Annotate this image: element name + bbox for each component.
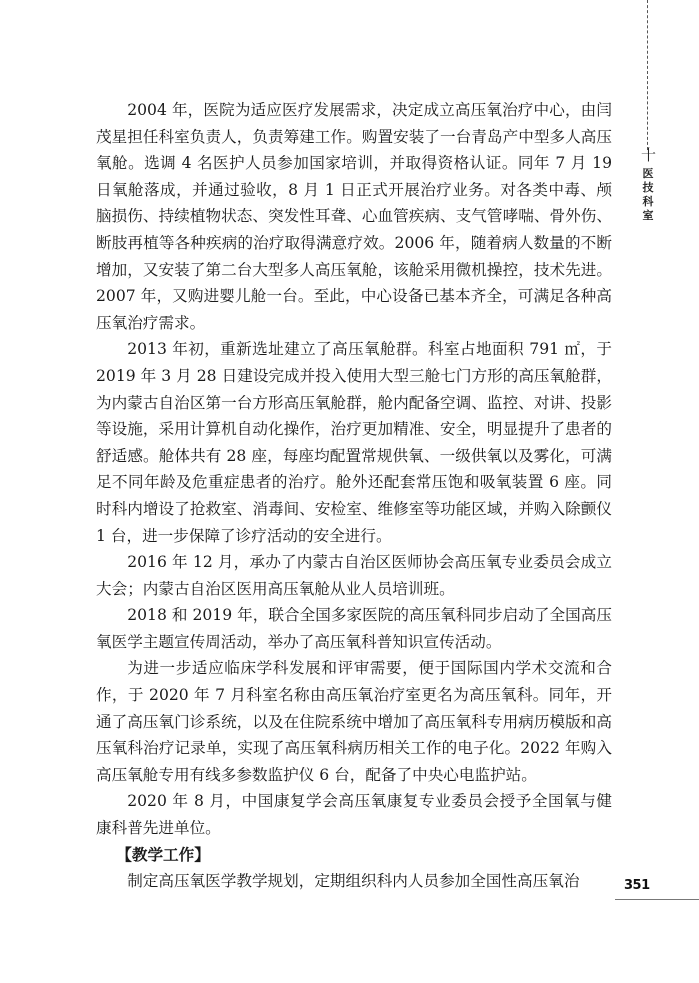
section-heading-teaching: 【教学工作】 [116,845,210,864]
paragraph-6: 2020 年 8 月，中国康复学会高压氧康复专业委员会授予全国氧与健康科普先进单位。 [96,792,612,838]
paragraph-1: 2004 年，医院为适应医疗发展需求，决定成立高压氧治疗中心，由闫茂星担任科室负责人，负责筹建工作。购置安装了一台青岛产中型多人高压氧舱。选调 4 名医护人员参加国家培训，并取得资格认证。同年 7 月 19 日氧舱落成，并通过验收，8 月 1 日正式开展治疗业务。对各类中毒、颅脑损伤、持续植物状态、突发性耳聋、心血管疾病、支气管哮喘、骨外伤、断肢再植等各种疾病的治疗取得满意疗效。2006 年，随着病人数量的不断增加，又安装了第二台大型多人高压氧舱，该舱采用微机操控，技术先进。2007 年，又购进婴儿舱一台。至此，中心设备已基本齐全，可满足各种高压氧治疗需求。 [96,101,612,332]
paragraph-4: 2018 和 2019 年，联合全国多家医院的高压氧科同步启动了全国高压氧医学主题宣传周活动，举办了高压氧科普知识宣传活动。 [96,606,612,651]
side-dashed-rule [647,0,648,150]
page-number-rule [615,899,699,900]
side-chapter-marker: 十 [641,146,657,164]
paragraph-2: 2013 年初，重新选址建立了高压氧舱群。科室占地面积 791 ㎡，于 2019 年 3 月 28 日建设完成并投入使用大型三舱七门方形的高压氧舱群，为内蒙古自治区第一台方形高压氧舱群，舱内配备空调、监控、对讲、投影等设施，采用计算机自动化操作，治疗更加精准、安全，明显提升了患者的舒适感。舱体共有 28 座，每座均配置常规供氧、一级供氧以及雾化，可满足不同年龄及危重症患者的治疗。舱外还配套常压饱和吸氧装置 6 座。同时科内增设了抢救室、消毒间、安检室、维修室等功能区域，并购入除颤仪 1 台，进一步保障了诊疗活动的安全进行。 [96,340,612,545]
body-text [96,97,612,895]
paragraph-7: 制定高压氧医学教学规划，定期组织科内人员参加全国性高压氧治 [127,872,580,891]
page-number: 351 [624,878,650,893]
paragraph-3: 2016 年 12 月，承办了内蒙古自治区医师协会高压氧专业委员会成立大会；内蒙古自治区医用高压氧舱从业人员培训班。 [96,553,612,598]
paragraph-5: 为进一步适应临床学科发展和评审需要，便于国际国内学术交流和合作，于 2020 年 7 月科室名称由高压氧治疗室更名为高压氧科。同年，开通了高压氧门诊系统，以及在住院系统中增加了高压氧科专用病历模版和高压氧科治疗记录单，实现了高压氧科病历相关工作的电子化。2022 年购入高压氧舱专用有线多参数监护仪 6 台，配备了中央心电监护站。 [96,659,612,784]
side-chapter-label: 医技科室 [642,167,654,222]
